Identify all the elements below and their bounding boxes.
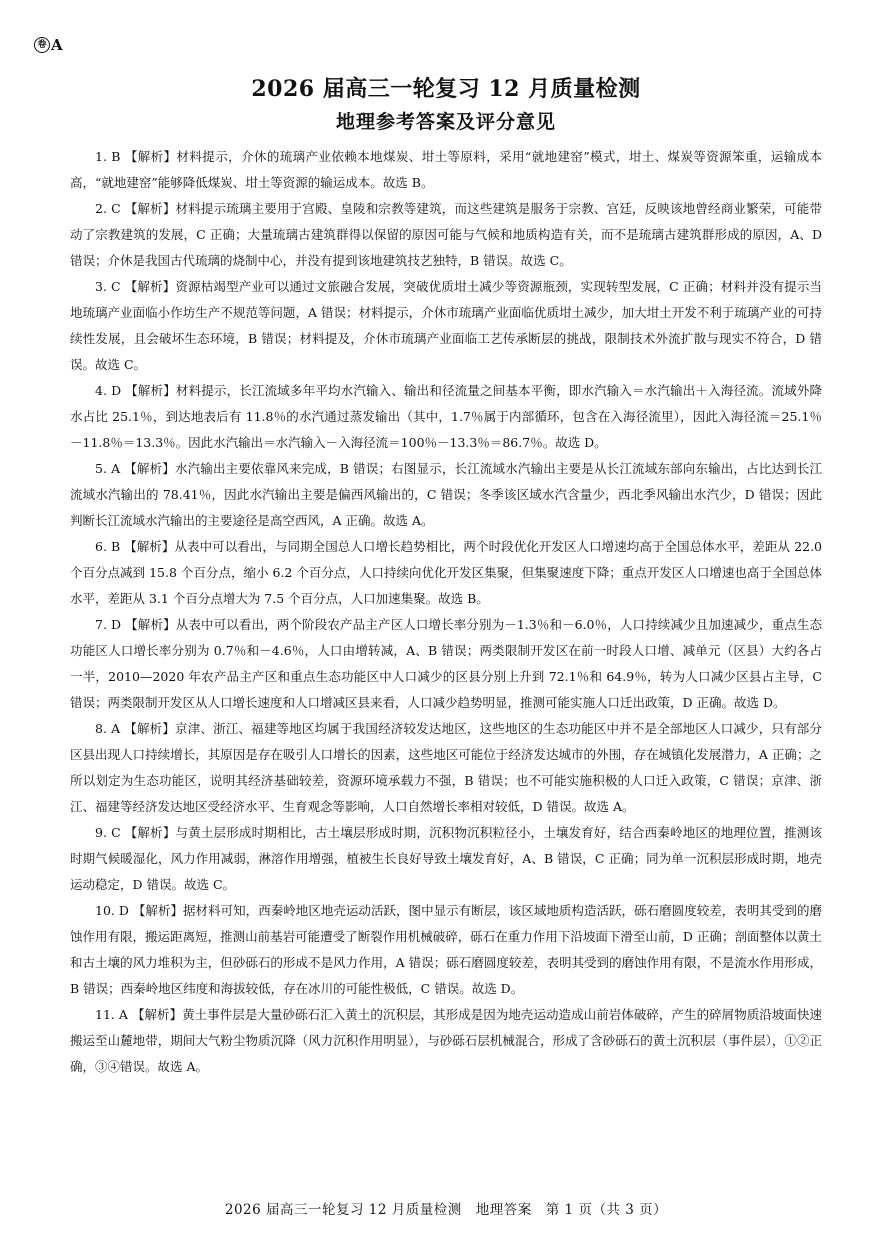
answer-item-8: 8. A 【解析】京津、浙江、福建等地区均属于我国经济较发达地区，这些地区的生态功能区中并不是全部地区人口减少，只有部分区县出现人口持续增长，其原因是存在吸引人口增长的因素，这些地区可能位于经济发达城市的外围，存在城镇化发展潜力，A 正确；之所以划定为生态功能区，说明其经济基础较差，资源环境承载力不强，B 错误；也不可能实施积极的人口迁入政策，C 错误；京津、浙江、福建等经济发达地区受经济水平、生育观念等影响，人口自然增长率相对较低，D 错误。故选 A。 bbox=[70, 721, 822, 814]
page-footer: 2026 届高三一轮复习 12 月质量检测 地理答案 第 1 页（共 3 页） bbox=[224, 1202, 668, 1218]
version-seal-icon: 卷 bbox=[34, 37, 50, 53]
page-title: 2026 届高三一轮复习 12 月质量检测 bbox=[251, 76, 641, 102]
page-subtitle: 地理参考答案及评分意见 bbox=[335, 111, 556, 133]
answer-item-11: 11. A 【解析】黄土事件层是大量砂砾石汇入黄土的沉积层，其形成是因为地壳运动造成山前岩体破碎，产生的碎屑物质沿坡面快速搬运至山麓地带，期间大气粉尘物质沉降（风力沉积作用明显），与砂砾石层机械混合，形成了含砂砾石的黄土沉积层（事件层），①②正确，③④错误。故选 A。 bbox=[70, 1007, 822, 1074]
answer-item-6: 6. B 【解析】从表中可以看出，与同期全国总人口增长趋势相比，两个时段优化开发区人口增速均高于全国总体水平，差距从 22.0 个百分点减到 15.8 个百分点，缩小 6.2 个百分点，人口持续向优化开发区集聚，但集聚速度下降；重点开发区人口增速也高于全国总体水平，差距从 3.1 个百分点增大为 7.5 个百分点，人口加速集聚。故选 B。 bbox=[70, 539, 822, 606]
answer-item-1: 1. B 【解析】材料提示，介休的琉璃产业依赖本地煤炭、坩土等原料，采用“就地建窑”模式，坩土、煤炭等资源笨重，运输成本高，“就地建窑”能够降低煤炭、坩土等资源的输运成本。故选 B。 bbox=[70, 149, 822, 190]
version-letter: A bbox=[51, 36, 63, 54]
answer-item-4: 4. D 【解析】材料提示，长江流域多年平均水汽输入、输出和径流量之间基本平衡，即水汽输入＝水汽输出＋入海径流。流域外降水占比 25.1％，到达地表后有 11.8％的水汽通过蒸发输出（其中，1.7％属于内部循环，包含在入海径流里），因此入海径流＝25.1％－11.8％＝13.3％。因此水汽输出＝水汽输入－入海径流＝100％－13.3％＝86.7％。故选 D。 bbox=[70, 383, 822, 450]
answer-item-10: 10. D 【解析】据材料可知，西秦岭地区地壳运动活跃，图中显示有断层，该区域地质构造活跃，砾石磨圆度较差，表明其受到的磨蚀作用有限，搬运距离短，推测山前基岩可能遭受了断裂作用机械破碎，砾石在重力作用下沿坡面下滑至山前，D 正确；剖面整体以黄土和古土壤的风力堆积为主，但砂砾石的形成不是风力作用，A 错误；砾石磨圆度较差，表明其受到的磨蚀作用有限，不是流水作用形成，B 错误；西秦岭地区纬度和海拔较低，存在冰川的可能性极低，C 错误。故选 D。 bbox=[70, 903, 822, 996]
answer-item-9: 9. C 【解析】与黄土层形成时期相比，古土壤层形成时期，沉积物沉积粒径小，土壤发育好，结合西秦岭地区的地理位置，推测该时期气候暖湿化，风力作用减弱，淋溶作用增强，植被生长良好导致土壤发育好，A、B 错误，C 正确；同为单一沉积层形成时期，地壳运动稳定，D 错误。故选 C。 bbox=[70, 825, 822, 892]
answer-item-2: 2. C 【解析】材料提示琉璃主要用于宫殿、皇陵和宗教等建筑，而这些建筑是服务于宗教、宫廷，反映该地曾经商业繁荣，可能带动了宗教建筑的发展，C 正确；大量琉璃古建筑群得以保留的原因可能与气候和地质构造有关，而不是琉璃古建筑群形成的原因，A、D 错误；介休是我国古代琉璃的烧制中心，并没有提到该地建筑技艺独特，B 错误。故选 C。 bbox=[70, 201, 822, 268]
exam-version-mark bbox=[34, 36, 63, 54]
answer-list bbox=[70, 144, 822, 1080]
answer-item-3: 3. C 【解析】资源枯竭型产业可以通过文旅融合发展，突破优质坩土减少等资源瓶颈，实现转型发展，C 正确；材料并没有提示当地琉璃产业面临小作坊生产不规范等问题，A 错误；材料提示，介休市琉璃产业面临优质坩土减少，加大坩土开发不利于琉璃产业的可持续性发展，且会破坏生态环境，B 错误；材料提及，介休市琉璃产业面临工艺传承断层的挑战，限制技术外流扩散与现实不符合，D 错误。故选 C。 bbox=[70, 279, 822, 372]
answer-item-5: 5. A 【解析】水汽输出主要依靠风来完成，B 错误；右图显示，长江流域水汽输出主要是从长江流域东部向东输出，占比达到长江流域水汽输出的 78.41％，因此水汽输出主要是偏西风输出的，C 错误；冬季该区域水汽含量少，西北季风输出水汽少，D 错误；因此判断长江流域水汽输出的主要途径是高空西风，A 正确。故选 A。 bbox=[70, 461, 822, 528]
answer-item-7: 7. D 【解析】从表中可以看出，两个阶段农产品主产区人口增长率分别为－1.3％和－6.0％，人口持续减少且加速减少，重点生态功能区人口增长率分别为 0.7％和－4.6％，人口由增转减，A、B 错误；两类限制开发区在前一时段人口增、减单元（区县）大约各占一半，2010—2020 年农产品主产区和重点生态功能区中人口减少的区县分别上升到 72.1％和 64.9％，转为人口减少区县占主导，C 错误；两类限制开发区从人口增长速度和人口增减区县来看，人口减少趋势明显，推测可能实施人口迁出政策，D 正确。故选 D。 bbox=[70, 617, 822, 710]
